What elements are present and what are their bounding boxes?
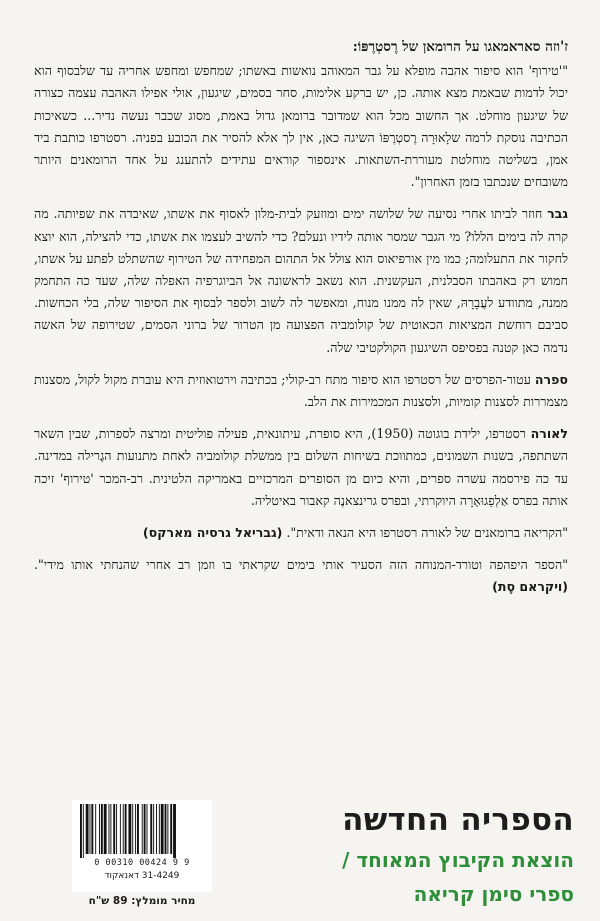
barcode-bar [120,804,121,854]
barcode-bar [113,804,115,854]
barcode-bar [116,804,117,854]
barcode-bar [156,804,157,854]
author-bio-paragraph [34,423,568,512]
barcode-bar [109,804,110,854]
barcode-bar [90,804,91,854]
barcode-bar [144,804,146,854]
seth-quote-author: (ויקראם סֶת) [492,579,568,595]
book-text: עטור-הפרסים של רסטרפו הוא סיפור מתח רב-קולי; בכתיבה וירטואוזית היא עוברת מקול לקול, מסצנות מצמררות לסצנות קומיות, ולסצנות המכמירות את הלב. [34,371,568,410]
seth-quote [34,554,568,598]
book-lead-word: ספרה [534,371,568,387]
barcode-bar [110,804,111,854]
barcode-bar [159,804,160,854]
barcode-bar [135,804,136,854]
cover-footer [0,778,600,921]
plot-lead-word: גבר [547,206,568,222]
marquez-quote-text: "הקריאה ברומאנים של לאורה רסטרפו היא הנאה ודאית". [286,525,568,541]
marquez-quote [34,522,568,544]
series-title: הספריה החדשה [342,802,574,838]
barcode-code: 31-4249 דאנאקוד [104,871,180,881]
barcode-bar [104,804,107,854]
barcode-bar [167,804,168,854]
barcode-bar [95,804,96,854]
marquez-quote-author: (גבריאל גרסיה מארקס) [142,525,283,541]
bio-text: רסטרפו, ילידת בוגוטה (1950), היא סופרת, עיתונאית, פעילה פוליטית ומרצה לספרות, שבין השאר השתתפה, בשנות השמונים, כמתווכת בשיחות השלום בין ממשלת קולומביה לאחת מתנועות הגֶרילה במדינה. עד כה פירסמה עשרה ספרים, והיא כיום מן הסופרים המרכזיים באמריקה הלטינית. רב-המכר 'טירוף' זיכה אותה בפרס אַלְפַגוּאָרָה היוקרתי, ובפרס גרינצאנֶה קאבור באיטליה. [34,426,568,508]
barcode-bar [101,804,103,854]
publisher-name: הוצאת הקיבוץ המאוחד / [342,848,574,872]
barcode-bar [150,804,152,854]
barcode-bar [165,804,167,854]
barcode-bar [123,804,124,854]
barcode-bar [142,804,143,854]
barcode-bar [147,804,148,854]
barcode-panel [72,800,212,892]
barcode-number: 0 00310 00424 9 9 [94,858,190,868]
barcode-bar [83,804,84,858]
barcode-bar [161,804,164,854]
barcode-bar [99,804,100,854]
barcode-bar [170,804,172,854]
series-subtitle: ספרי סימן קריאה [413,882,574,906]
barcode-bar [86,804,89,854]
barcode-bar [91,804,93,854]
barcode-bar [173,804,176,858]
barcode-bar [125,804,127,854]
barcode-bar [132,804,133,854]
barcode-bar [128,804,131,854]
barcode-image [78,804,206,858]
plot-paragraph [34,203,568,358]
barcode-bar [153,804,154,854]
seth-quote-text: "הספר היפהפה וטורד-המנוחה הזה הסעיר אותי בימים שקראתי בו וזמן רב אחרי שהנחתי אותו מידי". [34,557,568,573]
saramago-quote: "'טירוף' הוא סיפור אהבה מופלא על גבר המאוהב נואשות באשתו; שמחפש ומחפש אחריה עד שלבסוף הוא יכול לדמות שבאמת מצא אותה. כן, יש ברקע אלימות, סחר בסמים, שיגעון, אולי אפילו האהבה עצמה כצורה של שיגעון מוחלט. אך החשוב מכל הוא שמדובר ברומאן גדול באמת, מסוג שכבר נעשה נדיר... כשאיכות הכתיבה נוסקת לרמה שלָאוּרָה רֶסטְרֶפּוֹ השיגה כאן, אין לך אלא להסיר את הכובע בפניה. רסטרפו כותבת ביד אמן, בשליטה מוחלטת מעוררת-השתאות. אינספור קוראים עתידים להתענג על אחד הרומאנים היותר משובחים שנכתבו בזמן האחרון". [34,63,568,190]
bio-lead-word: לאורה [530,426,568,442]
plot-text: חוזר לביתו אחרי נסיעה של שלושה ימים ומוזעק לבית-מלון לאסוף את אשתו, שאיבדה את שפיותה. מה קרה לה בימים הללו? מי הגבר שמסר אותה לידיו ונעלם? כדי להשיב לעצמו את אשתו, כדי להצילה, הוא יוצא לחקור את התעלומה; כמו מין אורפיאוס הוא צולל אל התהום המפחידה של הטירוף שהשתלט לפתע על אשתו, חמוש רק באהבתו הסבלנית, העקשנית. הוא נשאב לראשונה אל הביוגרפיה האפלה שלה, שעד כה התחמק ממנה, מתוודע לעֲבָרָהּ, שאין לה ממנו מנוח, ומאפשר לה לשוב ולספר לבסוף את הסיפור שלה, בלי הכחשות. סביבם רוחשת המציאות הכאוטית של קולומביה הפצועה מן הטרור של ברוני הסמים, שטירופה של האשה נדמה כאן קטנה בפסיפס השיגעון הקולקטיבי שלה. [34,206,568,355]
barcode-bar [137,804,139,854]
barcode-bar [80,804,82,858]
blurb-heading: ז'וזה סאראמאגו על הרומאן של רֶסטְרֶפּוֹ: [352,39,568,55]
blurb-text [34,36,568,609]
book-paragraph [34,369,568,413]
price-label: מחיר מומלץ: 89 ש"ח [88,895,196,907]
